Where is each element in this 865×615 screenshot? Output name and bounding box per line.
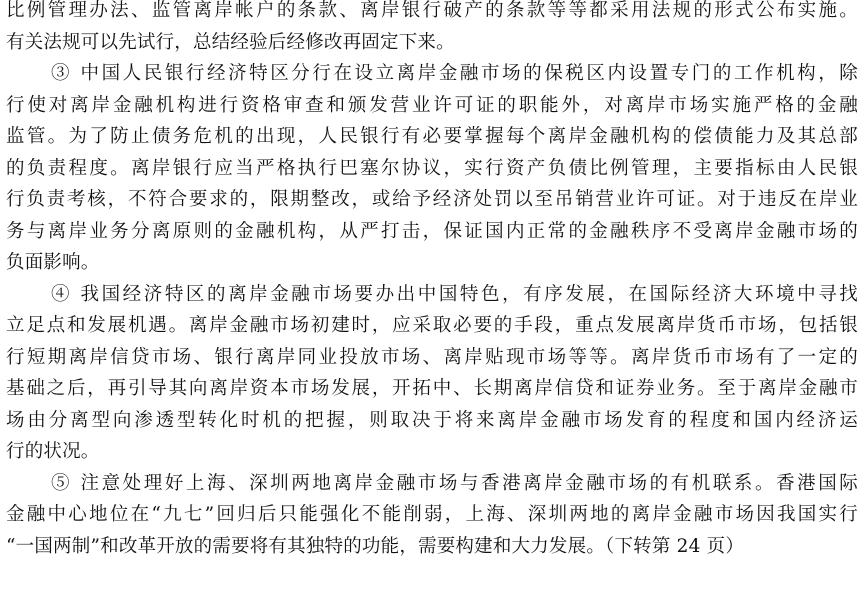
text-line: 金融中心地位在“九七”回归后只能强化不能削弱，上海、深圳两地的离岸金融市场因我国实行 [6, 504, 858, 525]
text-line: 负面影响。 [6, 252, 100, 273]
text-line: 务与离岸业务分离原则的金融机构，从严打击，保证国内正常的金融秩序不受离岸金融市场的 [6, 220, 858, 242]
paragraph-item-3 [6, 58, 858, 279]
continued-on-page-note: “一国两制”和改革开放的需要将有其独特的功能，需要构建和大力发展。（下转第 24 页） [6, 535, 745, 557]
text-line: 的负责程度。离岸银行应当严格执行巴塞尔协议，实行资产负债比例管理，主要指标由人民银 [6, 157, 858, 179]
text-line: 行负责考核，不符合要求的，限期整改，或给予经济处罚以至吊销营业许可证。对于违反在岸业 [6, 189, 858, 210]
paragraph-continuation [6, 0, 858, 58]
text-line: 场由分离型向渗透型转化时机的把握，则取决于将来离岸金融市场发育的程度和国内经济运 [6, 409, 858, 431]
text-line: 行的状况。 [6, 441, 100, 462]
text-line: ③ 中国人民银行经济特区分行在设立离岸金融市场的保税区内设置专门的工作机构，除 [51, 63, 858, 84]
text-line: 行短期离岸信贷市场、银行离岸同业投放市场、离岸贴现市场等等。离岸货币市场有了一定的 [6, 346, 858, 368]
text-line: 监管。为了防止债务危机的出现，人民银行有必要掌握每个离岸金融机构的偿债能力及其总部 [6, 126, 858, 147]
paragraph-item-5 [6, 468, 858, 563]
text-line: ⑤ 注意处理好上海、深圳两地离岸金融市场与香港离岸金融市场的有机联系。香港国际 [51, 472, 858, 494]
text-line: 基础之后，再引导其向离岸资本市场发展，开拓中、长期离岸信贷和证券业务。至于离岸金融市 [6, 378, 858, 399]
text-line: 立足点和发展机遇。离岸金融市场初建时，应采取必要的手段，重点发展离岸货币市场，包括银 [6, 315, 858, 336]
text-line: 比例管理办法、监管离岸帐户的条款、离岸银行破产的条款等等都采用法规的形式公布实施。 [6, 0, 858, 21]
paragraph-item-4 [6, 279, 858, 468]
text-line: ④ 我国经济特区的离岸金融市场要办出中国特色，有序发展，在国际经济大环境中寻找 [51, 283, 858, 305]
text-line: 有关法规可以先试行，总结经验后经修改再固定下来。 [6, 31, 455, 53]
text-line: 行使对离岸金融机构进行资格审查和颁发营业许可证的职能外，对离岸市场实施严格的金融 [6, 94, 858, 116]
